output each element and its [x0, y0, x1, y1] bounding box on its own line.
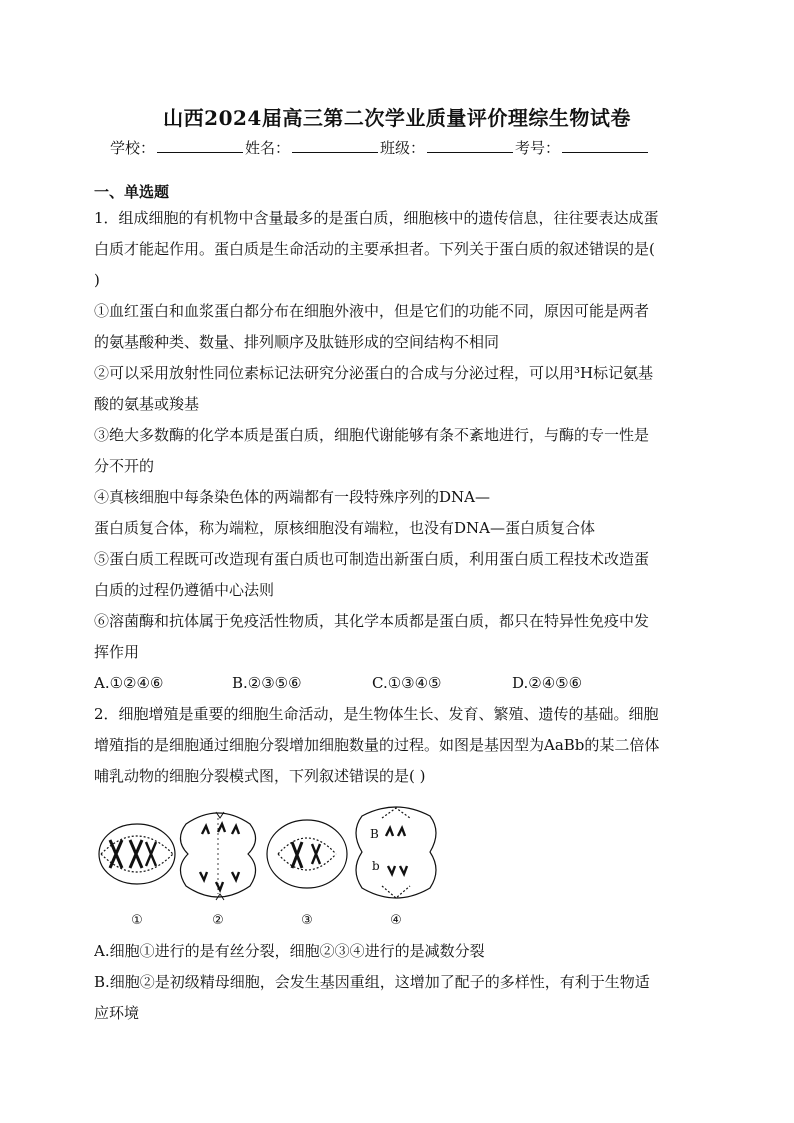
q2-option-b-continued: 应环境 — [94, 1004, 140, 1022]
cell-label-4: ④ — [390, 913, 402, 928]
name-label: 姓名： — [245, 139, 291, 157]
q1-statement-line: 挥作用 — [94, 643, 140, 661]
q1-statement-line: ①血红蛋白和血浆蛋白都分布在细胞外液中，但是它们的功能不同，原因可能是两者 — [94, 302, 650, 320]
student-info-row — [110, 136, 710, 158]
q1-stem-line: 白质才能起作用。蛋白质是生命活动的主要承担者。下列关于蛋白质的叙述错误的是( — [94, 240, 655, 258]
class-blank[interactable] — [427, 136, 513, 153]
cell-label-1: ① — [131, 913, 143, 928]
q1-statement-line: 的氨基酸种类、数量、排列顺序及肽链形成的空间结构不相同 — [94, 333, 500, 351]
cell-1-drawing — [99, 824, 175, 884]
q1-stem-line: ) — [94, 271, 100, 289]
q1-statement-line: ③绝大多数酶的化学本质是蛋白质，细胞代谢能够有条不紊地进行，与酶的专一性是 — [94, 426, 650, 444]
exam-no-label: 考号： — [515, 139, 561, 157]
name-blank[interactable] — [292, 136, 378, 153]
exam-no-blank[interactable] — [562, 136, 648, 153]
school-label: 学校： — [110, 139, 156, 157]
gene-label-b-upper: B — [370, 827, 379, 841]
q1-statement-line: ⑥溶菌酶和抗体属于免疫活性物质，其化学本质都是蛋白质，都只在特异性免疫中发 — [94, 612, 650, 630]
q1-stem-line: 1．组成细胞的有机物中含量最多的是蛋白质，细胞核中的遗传信息，往往要表达成蛋 — [94, 209, 659, 227]
q1-options — [94, 668, 706, 699]
cell-4-drawing — [356, 807, 436, 898]
class-label: 班级： — [380, 139, 426, 157]
q1-statement-line: 蛋白质复合体，称为端粒，原核细胞没有端粒，也没有DNA—蛋白质复合体 — [94, 519, 595, 537]
q1-statement-line: ②可以采用放射性同位素标记法研究分泌蛋白的合成与分泌过程，可以用³H标记氨基 — [94, 364, 654, 382]
q1-option-d[interactable]: D.②④⑤⑥ — [512, 674, 583, 692]
q2-stem-line: 2．细胞增殖是重要的细胞生命活动，是生物体生长、发育、繁殖、遗传的基础。细胞 — [94, 705, 659, 723]
q2-stem-line: 增殖指的是细胞通过细胞分裂增加细胞数量的过程。如图是基因型为AaBb的某二倍体 — [94, 736, 660, 754]
cell-division-figure — [94, 792, 706, 936]
q1-option-b[interactable]: B.②③⑤⑥ — [232, 674, 302, 692]
q1-statement-line: 分不开的 — [94, 457, 155, 475]
cell-division-diagram — [96, 804, 446, 932]
school-blank[interactable] — [157, 136, 243, 153]
q1-statement-line: 白质的过程仍遵循中心法则 — [94, 581, 275, 599]
q2-option-b[interactable]: B.细胞②是初级精母细胞，会发生基因重组，这增加了配子的多样性，有利于生物适 — [94, 973, 650, 991]
q1-option-a[interactable]: A.①②④⑥ — [94, 674, 164, 692]
q1-option-c[interactable]: C.①③④⑤ — [372, 674, 442, 692]
cell-2-drawing — [180, 812, 255, 900]
q2-option-a[interactable]: A.细胞①进行的是有丝分裂，细胞②③④进行的是减数分裂 — [94, 942, 485, 960]
q1-statement-line: 酸的氨基或羧基 — [94, 395, 200, 413]
cell-label-3: ③ — [301, 913, 313, 928]
q1-statement-line: ④真核细胞中每条染色体的两端都有一段特殊序列的DNA— — [94, 488, 490, 506]
section-heading: 一、单选题 — [94, 183, 170, 201]
q2-stem-line: 哺乳动物的细胞分裂模式图，下列叙述错误的是( ) — [94, 767, 426, 785]
cell-3-drawing — [267, 820, 347, 888]
cell-label-2: ② — [212, 913, 224, 928]
question-body — [94, 203, 706, 1029]
gene-label-b-lower: b — [372, 859, 380, 873]
q1-statement-line: ⑤蛋白质工程既可改造现有蛋白质也可制造出新蛋白质，利用蛋白质工程技术改造蛋 — [94, 550, 650, 568]
page-title: 山西2024届高三第二次学业质量评价理综生物试卷 — [163, 106, 631, 130]
